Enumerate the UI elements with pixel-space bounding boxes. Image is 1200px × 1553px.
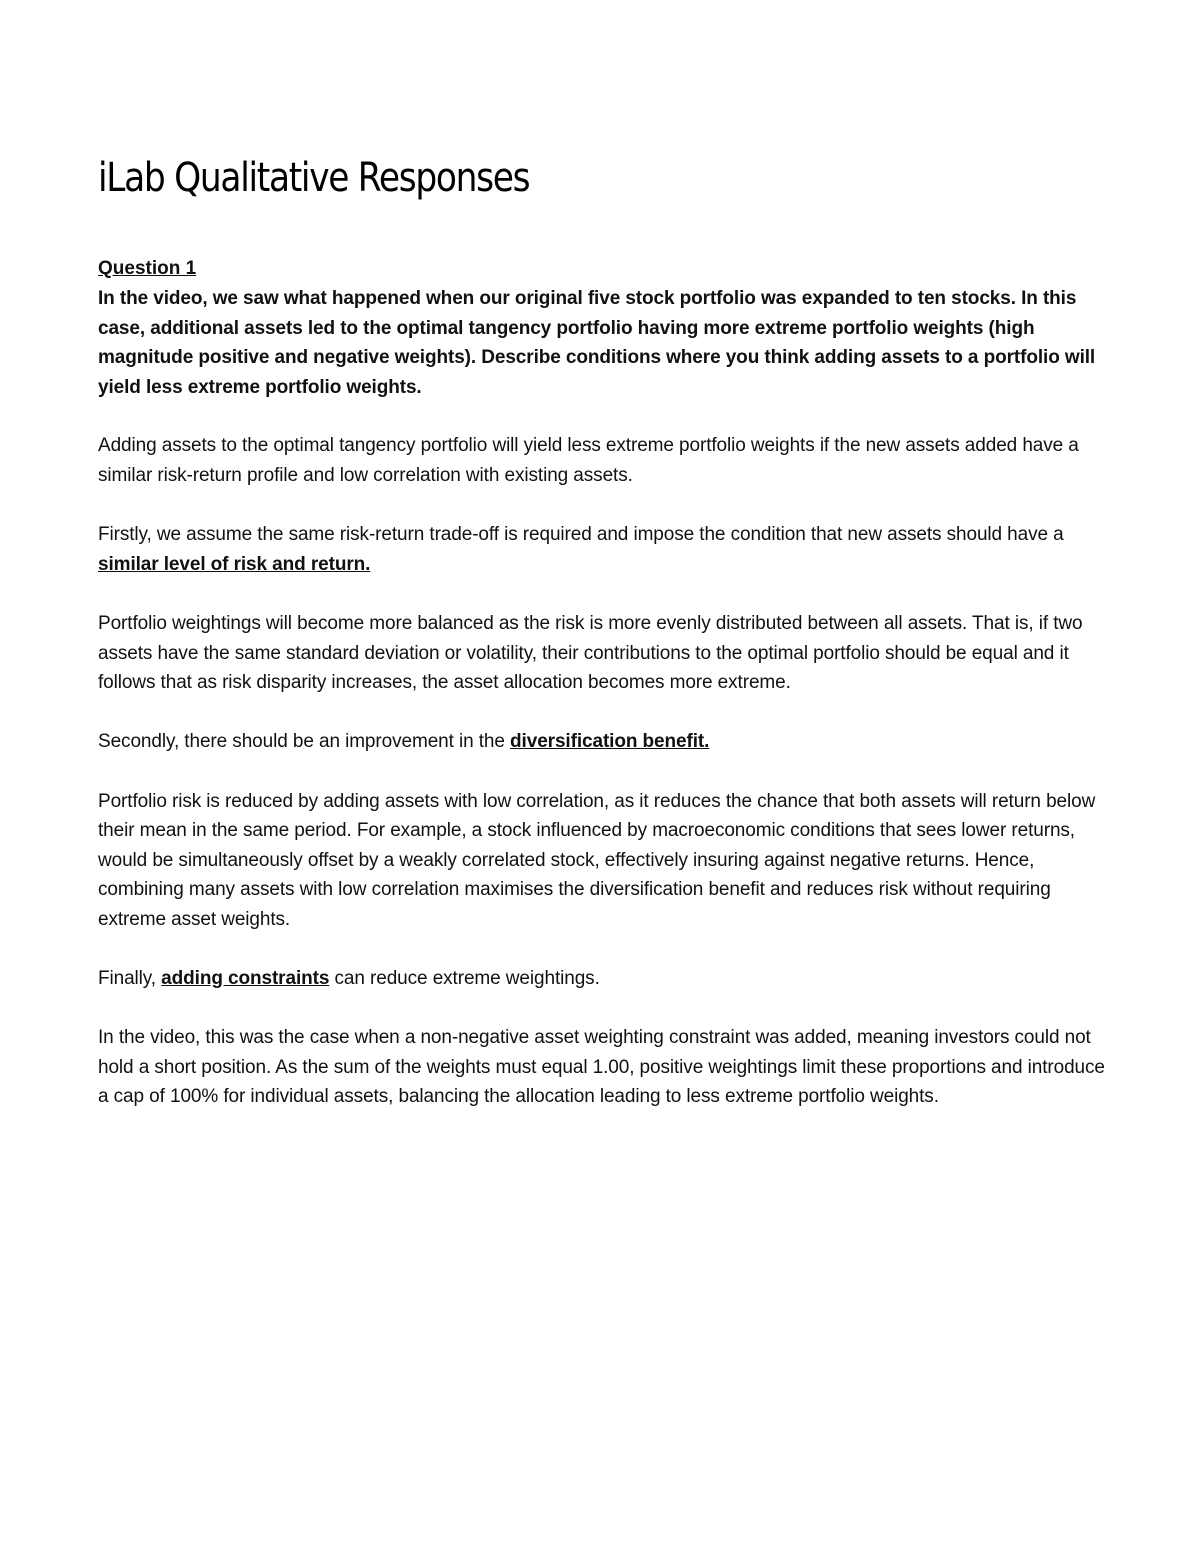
answer-paragraph-5: Portfolio risk is reduced by adding assets with low correlation, as it reduces the chance that both assets will return below their mean in the same period. For example, a stock influenced by macroeconomic conditions that sees lower returns, would be simultaneously offset by a weakly correlated stock, effectively insuring against negative returns. Hence, combining many assets with low correlation maximises the diversification benefit and reduces risk without requiring extreme asset weights. [98, 790, 1096, 930]
document-title: iLab Qualitative Responses [98, 155, 530, 201]
answer-paragraph-1: Adding assets to the optimal tangency portfolio will yield less extreme portfolio weights if the new assets added have a similar risk-return profile and low correlation with existing assets. [98, 435, 1079, 486]
answer-paragraph-7: In the video, this was the case when a non-negative asset weighting constraint was added, meaning investors could not hold a short position. As the sum of the weights must equal 1.00, positive weightings limit these proportions and introduce a cap of 100% for individual assets, balancing the allocation leading to less extreme portfolio weights. [98, 1027, 1105, 1108]
answer-paragraph-2 [98, 520, 1108, 579]
question-text: In the video, we saw what happened when our original five stock portfolio was expanded to ten stocks. In this case, additional assets led to the optimal tangency portfolio having more extreme portfolio weights (high magnitude positive and negative weights). Describe conditions where you think adding assets to a portfolio will yield less extreme portfolio weights. [98, 288, 1096, 398]
answer-paragraph-4 [98, 727, 1108, 757]
paragraph-2-text: Firstly, we assume the same risk-return trade-off is required and impose the condition that new assets should have a [98, 524, 1064, 546]
answer-paragraph-6 [98, 964, 1108, 994]
paragraph-6-text-after: can reduce extreme weightings. [329, 968, 600, 990]
paragraph-6-text-before: Finally, [98, 968, 162, 990]
emphasis-similar-risk-return: similar level of risk and return. [98, 553, 371, 575]
emphasis-diversification-benefit: diversification benefit. [510, 731, 710, 753]
paragraph-4-text: Secondly, there should be an improvement in the [98, 731, 511, 753]
emphasis-adding-constraints: adding constraints [161, 968, 330, 990]
question-heading: Question 1 [98, 258, 197, 279]
answer-paragraph-3: Portfolio weightings will become more balanced as the risk is more evenly distributed between all assets. That is, if two assets have the same standard deviation or volatility, their contributions to the optimal portfolio should be equal and it follows that as risk disparity increases, the asset allocation becomes more extreme. [98, 612, 1083, 694]
document-page [98, 150, 1108, 1142]
